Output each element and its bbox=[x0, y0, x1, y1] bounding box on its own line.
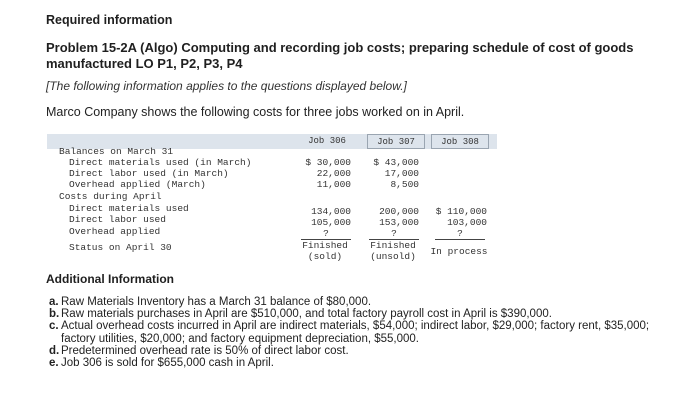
job307-dm-march: $ 43,000 bbox=[373, 157, 419, 168]
applies-note: [The following information applies to the questions displayed below.] bbox=[46, 79, 407, 93]
row-label-balances: Balances on March 31 bbox=[59, 146, 174, 157]
job306-dm-march: $ 30,000 bbox=[305, 157, 351, 168]
job307-dm-april: 200,000 bbox=[379, 206, 419, 217]
job307-oh-march: 8,500 bbox=[390, 179, 419, 190]
list-item-text: Predetermined overhead rate is 50% of direct labor cost. bbox=[61, 344, 349, 357]
list-item-text: Job 306 is sold for $655,000 cash in April. bbox=[61, 357, 274, 370]
list-marker: e. bbox=[49, 357, 59, 370]
intro-text: Marco Company shows the following costs for three jobs worked on in April. bbox=[46, 105, 465, 119]
job307-dl-march: 17,000 bbox=[384, 168, 419, 179]
job306-dl-march: 22,000 bbox=[316, 168, 351, 179]
list-item bbox=[49, 320, 649, 344]
job306-status-line1: Finished bbox=[302, 240, 348, 251]
job308-status: In process bbox=[430, 246, 488, 257]
list-item bbox=[49, 308, 649, 320]
column-header-job-306: Job 306 bbox=[308, 136, 346, 146]
job307-dl-april: 153,000 bbox=[379, 217, 419, 228]
list-item-text: Raw Materials Inventory has a March 31 balance of $80,000. bbox=[61, 296, 372, 308]
list-marker: a. bbox=[49, 296, 59, 308]
required-information-heading: Required information bbox=[46, 13, 173, 27]
list-item-text-continued: factory utilities, $20,000; and factory equipment depreciation, $55,000. bbox=[61, 332, 420, 345]
list-item bbox=[49, 357, 649, 369]
job308-dl-april: 103,000 bbox=[447, 217, 487, 228]
row-label-dl-march: Direct labor used (in March) bbox=[69, 168, 229, 179]
column-header-job-308: Job 308 bbox=[431, 134, 489, 149]
job306-oh-march: 11,000 bbox=[316, 179, 351, 190]
list-marker: b. bbox=[49, 308, 60, 321]
job306-dm-april: 134,000 bbox=[311, 206, 351, 217]
list-marker: c. bbox=[49, 320, 59, 333]
row-label-oh-march: Overhead applied (March) bbox=[69, 179, 206, 190]
job306-oh-april: ? bbox=[301, 228, 351, 240]
row-label-costs-april: Costs during April bbox=[59, 191, 162, 202]
problem-title-line2: manufactured LO P1, P2, P3, P4 bbox=[46, 56, 243, 71]
row-label-status: Status on April 30 bbox=[69, 242, 172, 253]
row-label-oh-april: Overhead applied bbox=[69, 226, 161, 237]
problem-title bbox=[46, 40, 633, 72]
additional-information-list bbox=[49, 296, 649, 369]
list-item-text: Actual overhead costs incurred in April are indirect materials, $54,000; indirect labor, $29,000; factory rent, $35,000; bbox=[61, 320, 650, 333]
job307-status-line1: Finished bbox=[370, 240, 416, 251]
job-cost-table bbox=[47, 134, 497, 264]
list-item bbox=[49, 345, 649, 357]
job306-status-line2: (sold) bbox=[307, 251, 343, 262]
column-header-job-307: Job 307 bbox=[367, 134, 425, 149]
job307-status-line2: (unsold) bbox=[370, 251, 416, 262]
row-label-dm-march: Direct materials used (in March) bbox=[69, 157, 252, 168]
list-item bbox=[49, 296, 649, 308]
additional-information-heading: Additional Information bbox=[46, 272, 174, 286]
job306-dl-april: 105,000 bbox=[311, 217, 351, 228]
job307-oh-april: ? bbox=[369, 228, 419, 240]
row-label-dm-april: Direct materials used bbox=[69, 203, 189, 214]
list-marker: d. bbox=[49, 344, 60, 357]
list-item-text: Raw materials purchases in April are $510,000, and total factory payroll cost in April is $390,000. bbox=[61, 308, 552, 321]
row-label-dl-april: Direct labor used bbox=[69, 214, 166, 225]
job308-oh-april: ? bbox=[435, 228, 485, 240]
job308-dm-april: $ 110,000 bbox=[435, 206, 487, 217]
problem-title-line1: Problem 15-2A (Algo) Computing and recording job costs; preparing schedule of cost of goods bbox=[46, 40, 634, 55]
